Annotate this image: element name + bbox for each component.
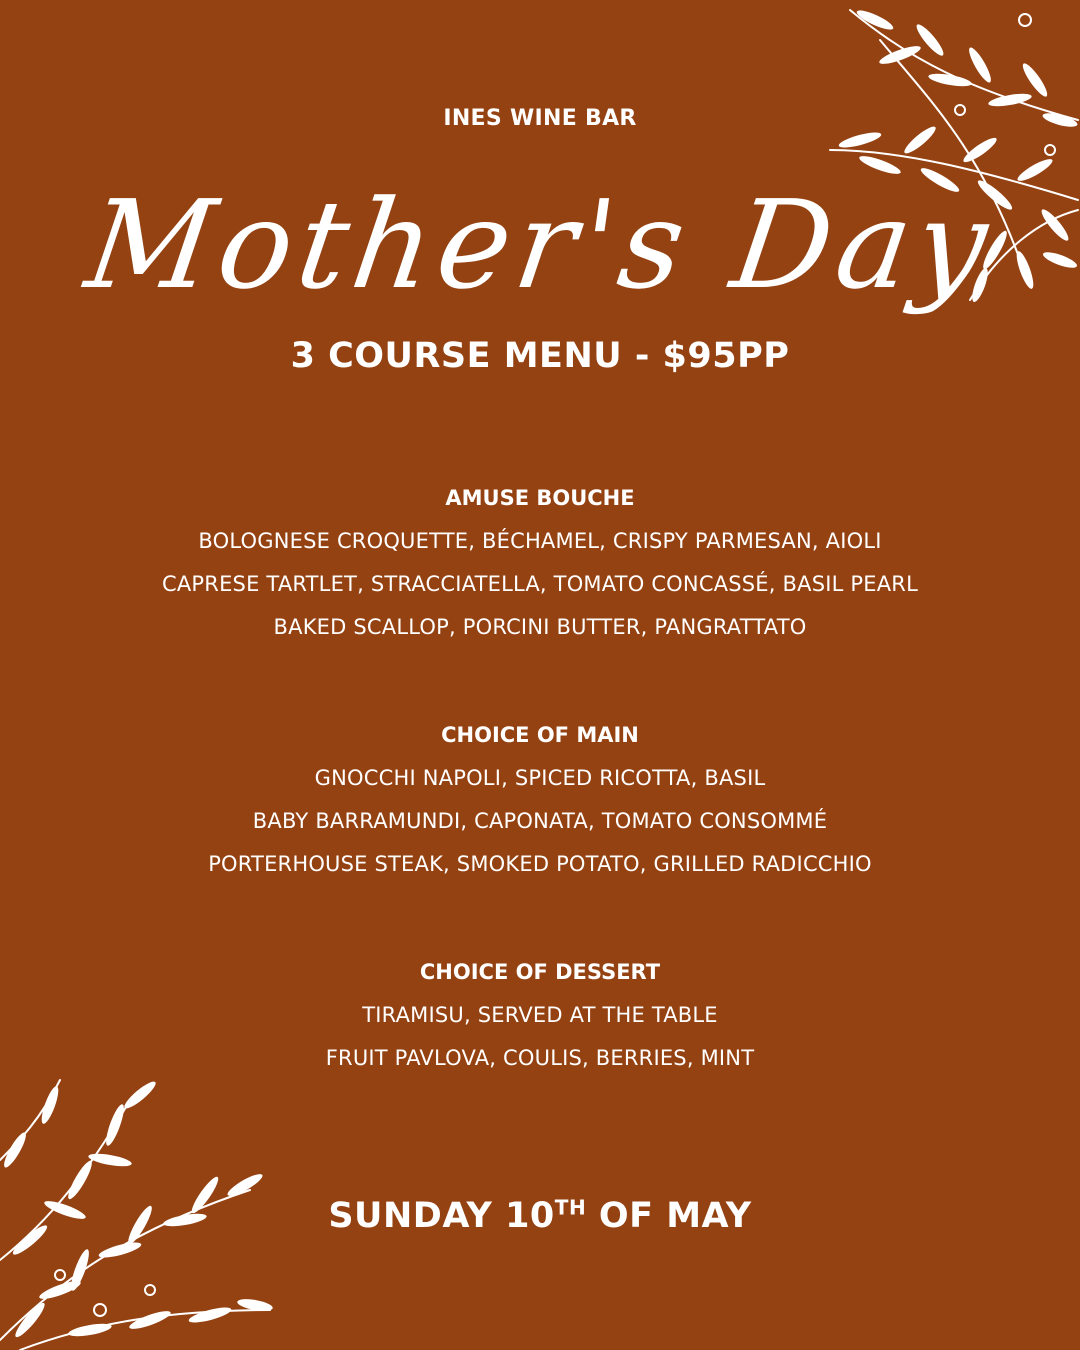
menu-price-subtitle: 3 COURSE MENU - $95PP xyxy=(290,336,790,376)
section-title: AMUSE BOUCHE xyxy=(445,486,635,510)
menu-item: PORTERHOUSE STEAK, SMOKED POTATO, GRILLED RADICCHIO xyxy=(208,852,872,876)
date-suffix: OF MAY xyxy=(586,1196,752,1236)
date-prefix: SUNDAY 10 xyxy=(328,1196,555,1236)
menu-item: GNOCCHI NAPOLI, SPICED RICOTTA, BASIL xyxy=(314,766,766,790)
section-title: CHOICE OF DESSERT xyxy=(419,960,661,984)
menu-item: BAKED SCALLOP, PORCINI BUTTER, PANGRATTATO xyxy=(273,615,807,639)
event-date xyxy=(0,1196,1080,1236)
amuse-bouche-section xyxy=(0,484,1080,656)
menu-item: CAPRESE TARTLET, STRACCIATELLA, TOMATO CONCASSÉ, BASIL PEARL xyxy=(162,572,918,596)
menu-item: TIRAMISU, SERVED AT THE TABLE xyxy=(362,1003,718,1027)
main-course-section xyxy=(0,721,1080,893)
venue-name: INES WINE BAR xyxy=(443,106,637,131)
page-title: Mother's Day xyxy=(78,174,1002,316)
section-title: CHOICE OF MAIN xyxy=(441,723,639,747)
dessert-section xyxy=(0,958,1080,1087)
menu-item: BABY BARRAMUNDI, CAPONATA, TOMATO CONSOMMÉ xyxy=(252,809,828,833)
menu-item: FRUIT PAVLOVA, COULIS, BERRIES, MINT xyxy=(325,1046,755,1070)
menu-item: BOLOGNESE CROQUETTE, BÉCHAMEL, CRISPY PARMESAN, AIOLI xyxy=(198,529,882,553)
date-ordinal: TH xyxy=(554,1195,587,1220)
